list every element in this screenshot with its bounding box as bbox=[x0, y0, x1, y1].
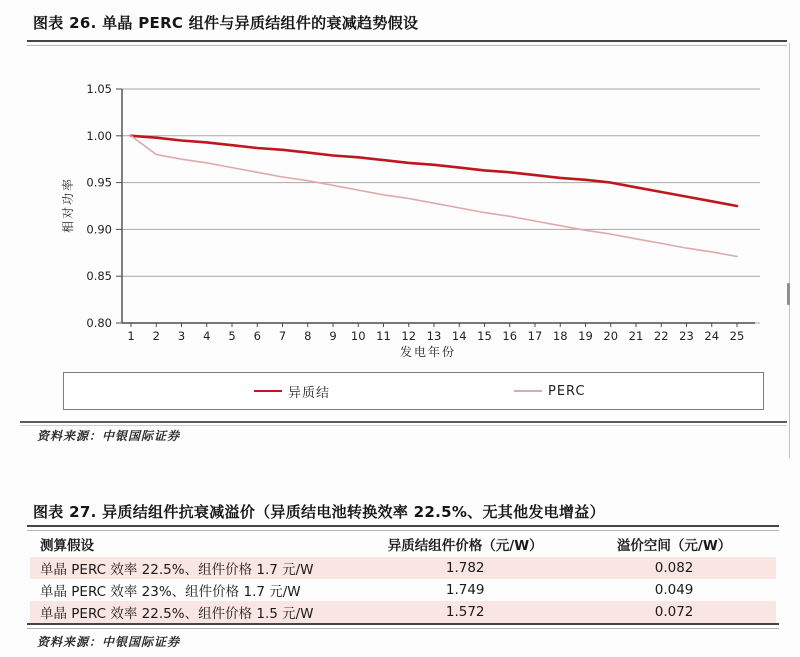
table-row-3-cell-0: 单晶 PERC 效率 22.5%、组件价格 1.5 元/W bbox=[40, 606, 314, 622]
chart-legend bbox=[63, 372, 764, 410]
x-tick-label: 25 bbox=[729, 329, 745, 343]
table-row-1-cell-2: 0.082 bbox=[654, 560, 694, 576]
table-row-3-cell-1: 1.572 bbox=[445, 604, 485, 620]
table-row-1 bbox=[30, 557, 776, 579]
legend-item-hjt bbox=[254, 373, 330, 409]
legend-label-hjt: 异质结 bbox=[288, 385, 331, 401]
x-tick-label: 17 bbox=[527, 329, 543, 343]
table-row-2-cell-0: 单晶 PERC 效率 23%、组件价格 1.7 元/W bbox=[40, 584, 301, 600]
x-tick-label: 12 bbox=[401, 329, 417, 343]
premium-table bbox=[30, 531, 776, 623]
legend-label-perc: PERC bbox=[548, 383, 586, 399]
x-tick-label: 20 bbox=[603, 329, 619, 343]
y-axis-title: 相对功率 bbox=[61, 176, 75, 234]
x-tick-label: 4 bbox=[203, 329, 211, 343]
x-tick-label: 22 bbox=[653, 329, 669, 343]
x-tick-label: 15 bbox=[477, 329, 492, 343]
table-header-row bbox=[30, 531, 776, 557]
x-tick-label: 9 bbox=[329, 329, 337, 343]
table-header-row-cell-0: 测算假设 bbox=[40, 538, 94, 554]
figure26-title-rule bbox=[27, 40, 787, 46]
table-header-row-cell-2: 溢价空间（元/W） bbox=[616, 538, 732, 554]
y-tick-label: 1.00 bbox=[86, 128, 112, 143]
x-tick-label: 6 bbox=[253, 329, 261, 343]
table-row-2 bbox=[30, 579, 776, 601]
figure26-title: 图表 26. 单晶 PERC 组件与异质结组件的衰减趋势假设 bbox=[33, 14, 419, 32]
y-tick-label: 0.90 bbox=[86, 222, 112, 237]
x-tick-label: 5 bbox=[228, 329, 236, 343]
x-tick-label: 7 bbox=[278, 329, 287, 343]
x-tick-label: 11 bbox=[376, 329, 391, 343]
degradation-line-chart bbox=[0, 55, 800, 370]
table-row-2-cell-1: 1.749 bbox=[445, 582, 485, 598]
legend-item-perc bbox=[514, 373, 586, 409]
table-row-1-cell-1: 1.782 bbox=[445, 560, 485, 576]
hjt-line-sample bbox=[254, 390, 282, 393]
series-line-异质结 bbox=[131, 136, 737, 206]
table-header-row-cell-1: 异质结组件价格（元/W） bbox=[387, 538, 543, 554]
y-tick-label: 0.85 bbox=[86, 269, 112, 284]
x-tick-label: 19 bbox=[578, 329, 593, 343]
x-tick-label: 2 bbox=[152, 329, 160, 343]
x-tick-label: 21 bbox=[628, 329, 644, 343]
y-tick-label: 0.95 bbox=[86, 175, 112, 190]
table-row-3 bbox=[30, 601, 776, 623]
table-row-3-cell-2: 0.072 bbox=[654, 604, 694, 620]
perc-line-sample bbox=[514, 390, 542, 392]
series-line-PERC bbox=[131, 136, 737, 257]
x-tick-label: 13 bbox=[426, 329, 442, 343]
x-axis-title: 发电年份 bbox=[399, 345, 457, 359]
x-tick-label: 8 bbox=[304, 329, 312, 343]
table-row-1-cell-0: 单晶 PERC 效率 22.5%、组件价格 1.7 元/W bbox=[40, 562, 314, 578]
figure26-bottom-rule bbox=[20, 421, 787, 426]
y-tick-label: 1.05 bbox=[86, 82, 112, 96]
x-tick-label: 23 bbox=[679, 329, 694, 343]
table-row-2-cell-2: 0.049 bbox=[654, 582, 694, 598]
x-tick-label: 1 bbox=[127, 329, 135, 343]
figure27-title: 图表 27. 异质结组件抗衰减溢价（异质结电池转换效率 22.5%、无其他发电增益） bbox=[33, 503, 605, 521]
x-tick-label: 10 bbox=[350, 329, 366, 343]
figure26-source: 资料来源：中银国际证券 bbox=[37, 429, 181, 443]
figure27-source: 资料来源：中银国际证券 bbox=[37, 635, 181, 649]
x-tick-label: 24 bbox=[704, 329, 720, 343]
y-tick-label: 0.80 bbox=[86, 316, 112, 330]
x-tick-label: 3 bbox=[177, 329, 186, 343]
x-tick-label: 14 bbox=[451, 329, 467, 343]
figure27-table-bottom-rule bbox=[27, 623, 779, 629]
x-tick-label: 18 bbox=[552, 329, 568, 343]
x-tick-label: 16 bbox=[502, 329, 518, 343]
